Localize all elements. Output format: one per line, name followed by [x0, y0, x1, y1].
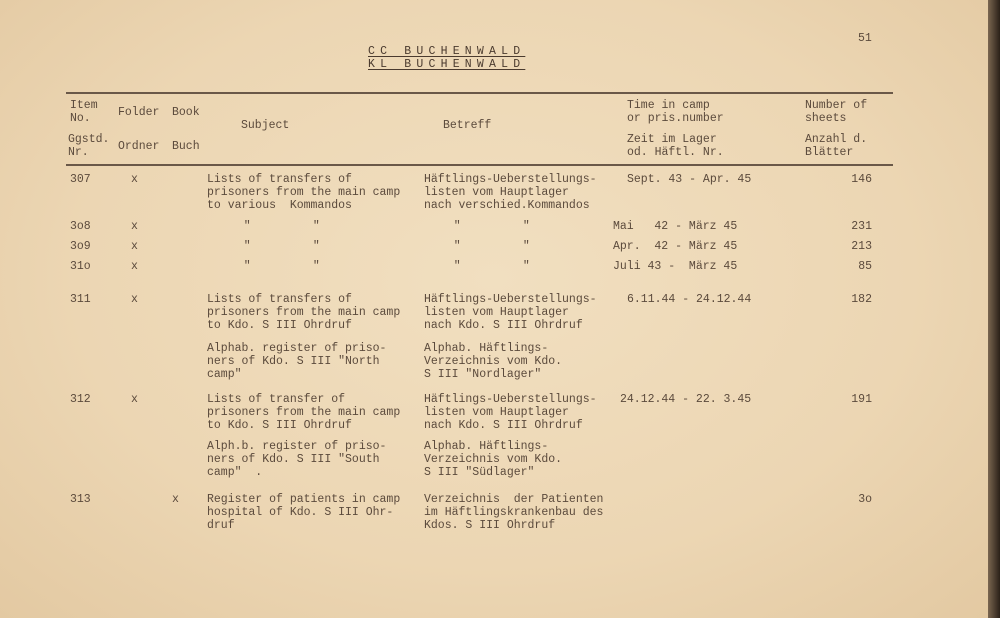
subject-secondary: Alph.b. register of priso- ners of Kdo. S III "South camp" .: [207, 440, 387, 480]
folder-mark: x: [131, 220, 138, 233]
betreff: " ": [440, 220, 530, 233]
time: 24.12.44 - 22. 3.45: [620, 393, 752, 406]
time: Apr. 42 - März 45: [613, 240, 738, 253]
header-time: Time in camp or pris.number: [627, 99, 724, 126]
subject: Lists of transfers of prisoners from the main camp to various Kommandos: [207, 173, 401, 213]
item-number: 307: [70, 173, 91, 186]
subject: Register of patients in camp hospital of Kdo. S III Ohr- druf: [207, 493, 401, 533]
subject: Lists of transfers of prisoners from the main camp to Kdo. S III Ohrdruf: [207, 293, 401, 333]
folder-mark: x: [131, 240, 138, 253]
sheets: 182: [851, 293, 872, 306]
header-sheets: Number of sheets: [805, 99, 868, 126]
item-number: 313: [70, 493, 91, 506]
time: 6.11.44 - 24.12.44: [627, 293, 752, 306]
time: Sept. 43 - Apr. 45: [627, 173, 752, 186]
time: Juli 43 - März 45: [613, 260, 738, 273]
betreff-secondary: Alphab. Häftlings- Verzeichnis vom Kdo. S III "Südlager": [424, 440, 563, 480]
sheets: 3o: [858, 493, 872, 506]
subject: " ": [230, 220, 320, 233]
item-number: 31o: [70, 260, 91, 273]
title-line-1: CC BUCHENWALD: [368, 45, 526, 58]
item-number: 3o9: [70, 240, 91, 253]
folder-mark: x: [131, 393, 138, 406]
header-time-de: Zeit im Lager od. Häftl. Nr.: [627, 133, 724, 160]
sheets: 146: [851, 173, 872, 186]
sheets: 213: [851, 240, 872, 253]
page-number: 51: [858, 32, 872, 45]
header-book: Book: [172, 106, 200, 119]
sheets: 231: [851, 220, 872, 233]
header-betreff: Betreff: [443, 119, 492, 132]
subject: " ": [230, 240, 320, 253]
item-number: 311: [70, 293, 91, 306]
header-subject: Subject: [241, 119, 290, 132]
page-edge: [988, 0, 1000, 618]
betreff: Häftlings-Ueberstellungs- listen vom Hauptlager nach Kdo. S III Ohrdruf: [424, 293, 597, 333]
betreff: Häftlings-Ueberstellungs- listen vom Hauptlager nach verschied.Kommandos: [424, 173, 597, 213]
betreff-secondary: Alphab. Häftlings- Verzeichnis vom Kdo. S III "Nordlager": [424, 342, 563, 382]
sheets: 85: [858, 260, 872, 273]
title-line-2: KL BUCHENWALD: [368, 58, 526, 71]
sheets: 191: [851, 393, 872, 406]
folder-mark: x: [131, 173, 138, 186]
header-item: Item No.: [70, 99, 98, 126]
book-mark: x: [172, 493, 179, 506]
header-book-de: Buch: [172, 140, 200, 153]
betreff: " ": [440, 260, 530, 273]
item-number: 3o8: [70, 220, 91, 233]
header-folder-de: Ordner: [118, 140, 160, 153]
header-top-rule: [66, 92, 893, 94]
betreff: " ": [440, 240, 530, 253]
time: Mai 42 - März 45: [613, 220, 738, 233]
subject: Lists of transfer of prisoners from the main camp to Kdo. S III Ohrdruf: [207, 393, 401, 433]
folder-mark: x: [131, 260, 138, 273]
header-folder: Folder: [118, 106, 160, 119]
header-sheets-de: Anzahl d. Blätter: [805, 133, 868, 160]
subject: " ": [230, 260, 320, 273]
header-bottom-rule: [66, 164, 893, 166]
betreff: Verzeichnis der Patienten im Häftlingskrankenbau des Kdos. S III Ohrdruf: [424, 493, 604, 533]
subject-secondary: Alphab. register of priso- ners of Kdo. S III "North camp": [207, 342, 387, 382]
header-item-de: Ggstd. Nr.: [68, 133, 110, 160]
betreff: Häftlings-Ueberstellungs- listen vom Hauptlager nach Kdo. S III Ohrdruf: [424, 393, 597, 433]
folder-mark: x: [131, 293, 138, 306]
item-number: 312: [70, 393, 91, 406]
